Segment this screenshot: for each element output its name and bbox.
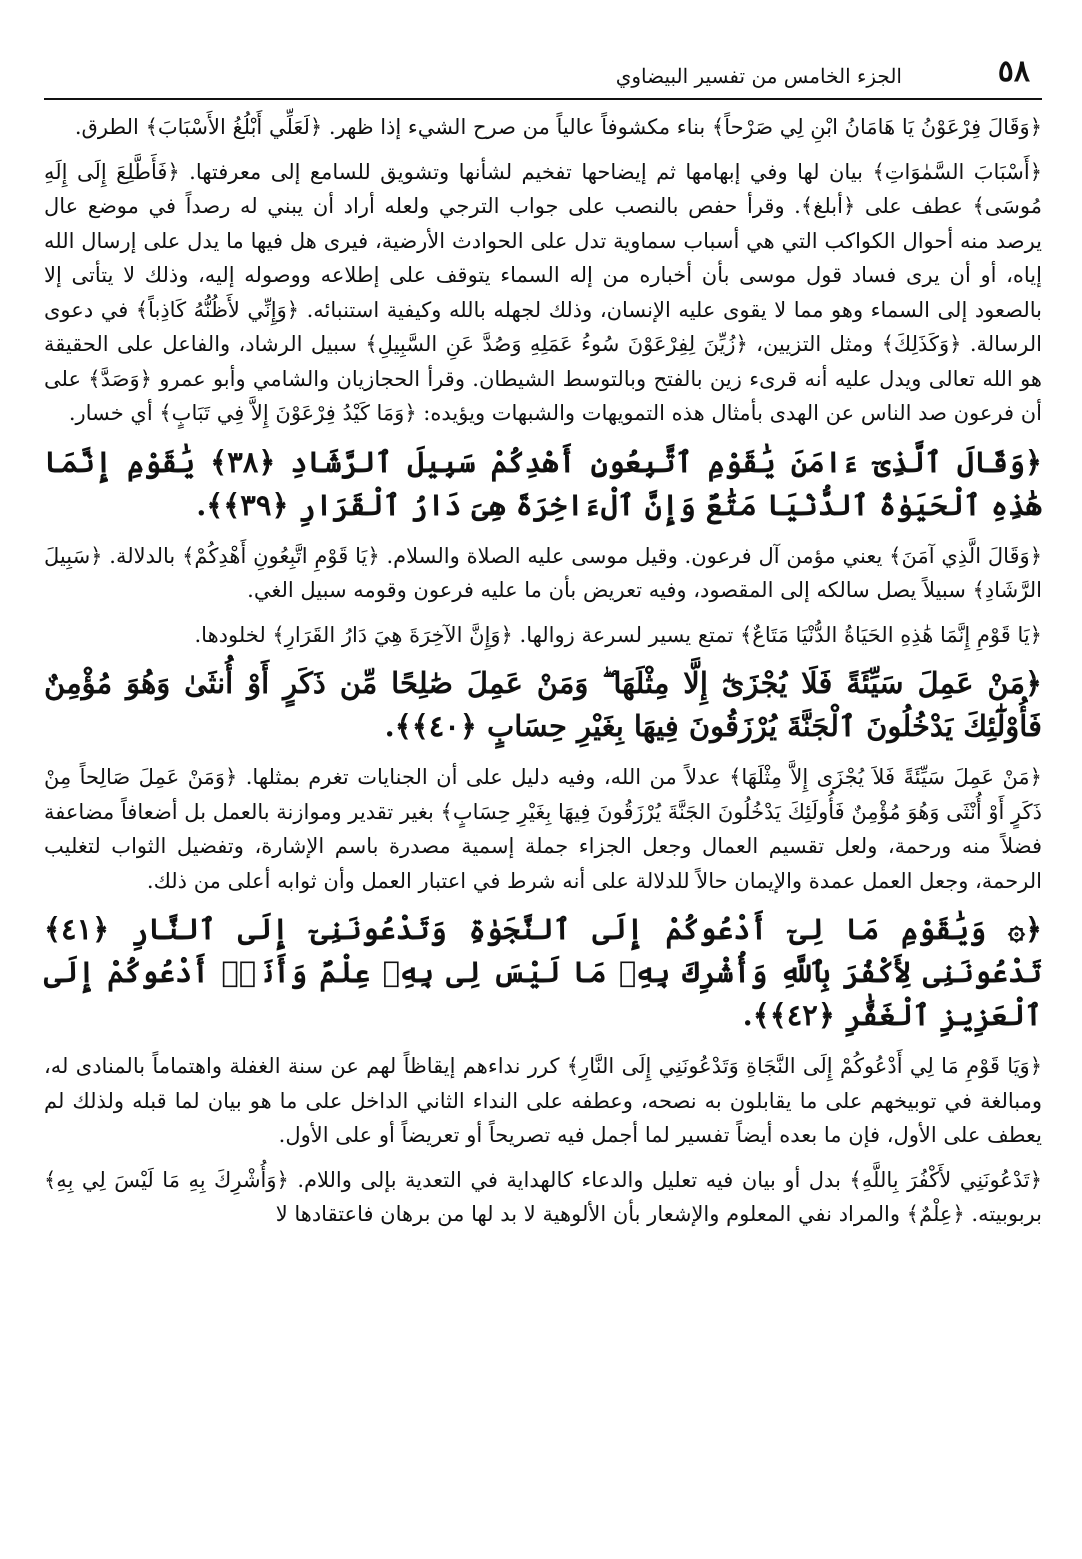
page-header: [44, 52, 1042, 100]
page-body: [44, 110, 1042, 1232]
commentary-paragraph: ﴿وَيَا قَوْمِ مَا لِي أَدْعُوكُمْ إِلَى النَّجَاةِ وَتَدْعُونَنِي إِلَى النَّارِ﴾ كرر نداءهم إيقاظاً لهم عن سنة الغفلة واهتماماً بالمنادى له، ومبالغة في توبيخهم على ما يقابلون به نصحه، وعطفه على النداء الثاني الداخل على ما هو بيان لما قبله ولذلك لم يعطف على الأول، فإن ما بعده أيضاً تفسير لما أجمل فيه تصريحاً أو تعريضاً أو على الأول.: [44, 1054, 1042, 1147]
quran-verse: ﴿وَقَالَ ٱلَّذِىٓ ءَامَنَ يَٰقَوْمِ ٱتَّبِعُونِ أَهْدِكُمْ سَبِيلَ ٱلرَّشَادِ ﴿٣٨﴾ يَٰقَوْمِ إِنَّمَا هَٰذِهِ ٱلْحَيَوٰةُ ٱلدُّنْيَا مَتَٰعٌ وَإِنَّ ٱلْءَاخِرَةَ هِىَ دَارُ ٱلْقَرَارِ ﴿٣٩﴾﴾.: [44, 444, 1043, 522]
quran-verse: ﴿۞ وَيَٰقَوْمِ مَا لِىٓ أَدْعُوكُمْ إِلَى ٱلنَّجَوٰةِ وَتَدْعُونَنِىٓ إِلَى ٱلنَّارِ ﴿٤١﴾ تَدْعُونَنِى لِأَكْفُرَ بِٱللَّهِ وَأُشْرِكَ بِهِۦ مَا لَيْسَ لِى بِهِۦ عِلْمٌ وَأَنَا۠ أَدْعُوكُمْ إِلَى ٱلْعَزِيزِ ٱلْغَفَّٰرِ ﴿٤٢﴾﴾.: [44, 912, 1042, 1032]
commentary-paragraph: ﴿أَسْبَابَ السَّمٰوَاتِ﴾ بيان لها وفي إبهامها ثم إيضاحها تفخيم لشأنها وتشويق للسامع إلى معرفتها. ﴿فَأَطَّلِعَ إِلَى إِلَهِ مُوسَى﴾ عطف على ﴿أبلغ﴾. وقرأ حفص بالنصب على جواب الترجي ولعله أراد أن يبني له رصداً في موضع عال يرصد منه أحوال الكواكب التي هي أسباب سماوية تدل على الحوادث الأرضية، فيرى هل فيها ما يدل على إرسال الله إياه، أو أن يرى فساد قول موسى بأن أخباره من إله السماء يتوقف على إطلاعه ووصوله إليه، وذلك لا يتأتى إلا بالصعود إلى السماء وهو مما لا يقوى عليه الإنسان، وذلك لجهله بالله وكيفية استنبائه. ﴿وَإِنِّي لأَظُنُّهُ كَاذِباً﴾ في دعوى الرسالة. ﴿وَكَذَلِكَ﴾ ومثل التزيين، ﴿زُيِّنَ لِفِرْعَوْنَ سُوءُ عَمَلِهِ وَصُدَّ عَنِ السَّبِيلِ﴾ سبيل الرشاد، والفاعل على الحقيقة هو الله تعالى ويدل عليه أنه قرىء زين بالفتح وبالتوسط الشيطان. وقرأ الحجازيان والشامي وأبو عمرو ﴿وَصَدَّ﴾ على أن فرعون صد الناس عن الهدى بأمثال هذه التمويهات والشبهات ويؤيده: ﴿وَمَا كَيْدُ فِرْعَوْنَ إِلاَّ فِي تَبَابٍ﴾ أي خسار.: [44, 159, 1042, 425]
quran-verse: ﴿مَنْ عَمِلَ سَيِّئَةً فَلَا يُجْزَىٰٓ إِلَّا مِثْلَهَا ۖ وَمَنْ عَمِلَ صَٰلِحًا مِّن ذَكَرٍ أَوْ أُنثَىٰ وَهُوَ مُؤْمِنٌ فَأُوْلَٰٓئِكَ يَدْخُلُونَ ٱلْجَنَّةَ يُرْزَقُونَ فِيهَا بِغَيْرِ حِسَابٍ ﴿٤٠﴾﴾.: [44, 666, 1042, 743]
commentary-paragraph: ﴿وَقَالَ فِرْعَوْنُ يَا هَامَانُ ابْنِ لِي صَرْحاً﴾ بناء مكشوفاً عالياً من صرح الشيء إذا ظهر. ﴿لَعَلِّي أَبْلُغُ الأَسْبَابَ﴾ الطرق.: [74, 115, 1042, 139]
commentary-paragraph: ﴿تَدْعُونَنِي لأَكْفُرَ بِاللَّهِ﴾ بدل أو بيان فيه تعليل والدعاء كالهداية في التعدية بإلى واللام. ﴿وَأُشْرِكَ بِهِ مَا لَيْسَ لِي بِهِ﴾ بربوبيته. ﴿عِلْمٌ﴾ والمراد نفي المعلوم والإشعار بأن الألوهية لا بد لها من برهان فاعتقادها لا: [44, 1167, 1042, 1226]
page-number: ٥٨: [997, 54, 1030, 89]
running-title: الجزء الخامس من تفسير البيضاوي: [615, 64, 902, 88]
commentary-paragraph: ﴿وَقَالَ الَّذِي آمَنَ﴾ يعني مؤمن آل فرعون. وقيل موسى عليه الصلاة والسلام. ﴿يَا قَوْمِ اتَّبِعُونِ أَهْدِكُمْ﴾ بالدلالة. ﴿سَبِيلَ الرَّشَادِ﴾ سبيلاً يصل سالكه إلى المقصود، وفيه تعريض بأن ما عليه فرعون وقومه سبيل الغي.: [44, 543, 1042, 602]
commentary-paragraph: ﴿يَا قَوْمِ إِنَّمَا هَٰذِهِ الحَيَاةُ الدُّنْيَا مَتَاعٌ﴾ تمتع يسير لسرعة زوالها. ﴿وَإِنَّ الآخِرَةَ هِيَ دَارُ القَرَارِ﴾ لخلودها.: [194, 622, 1042, 647]
commentary-paragraph: ﴿مَنْ عَمِلَ سَيِّئَةً فَلاَ يُجْزَى إِلاَّ مِثْلَهَا﴾ عدلاً من الله، وفيه دليل على أن الجنايات تغرم بمثلها. ﴿وَمَنْ عَمِلَ صَالِحاً مِنْ ذَكَرٍ أَوْ أُنْثَى وَهُوَ مُؤْمِنٌ فَأُولَئِكَ يَدْخُلُونَ الجَنَّةَ يُرْزَقُونَ فِيهَا بِغَيْرِ حِسَابٍ﴾ بغير تقدير وموازنة بالعمل بل أضعافاً مضاعفة فضلاً منه ورحمة، ولعل تقسيم العمال وجعل الجزاء جملة إسمية مصدرة باسم الإشارة، وتفضيل الثواب لتغليب الرحمة، وجعل العمل عمدة والإيمان حالاً للدلالة على أنه شرط في اعتبار العمل وأن ثوابه أعلى من ذلك.: [44, 765, 1042, 893]
